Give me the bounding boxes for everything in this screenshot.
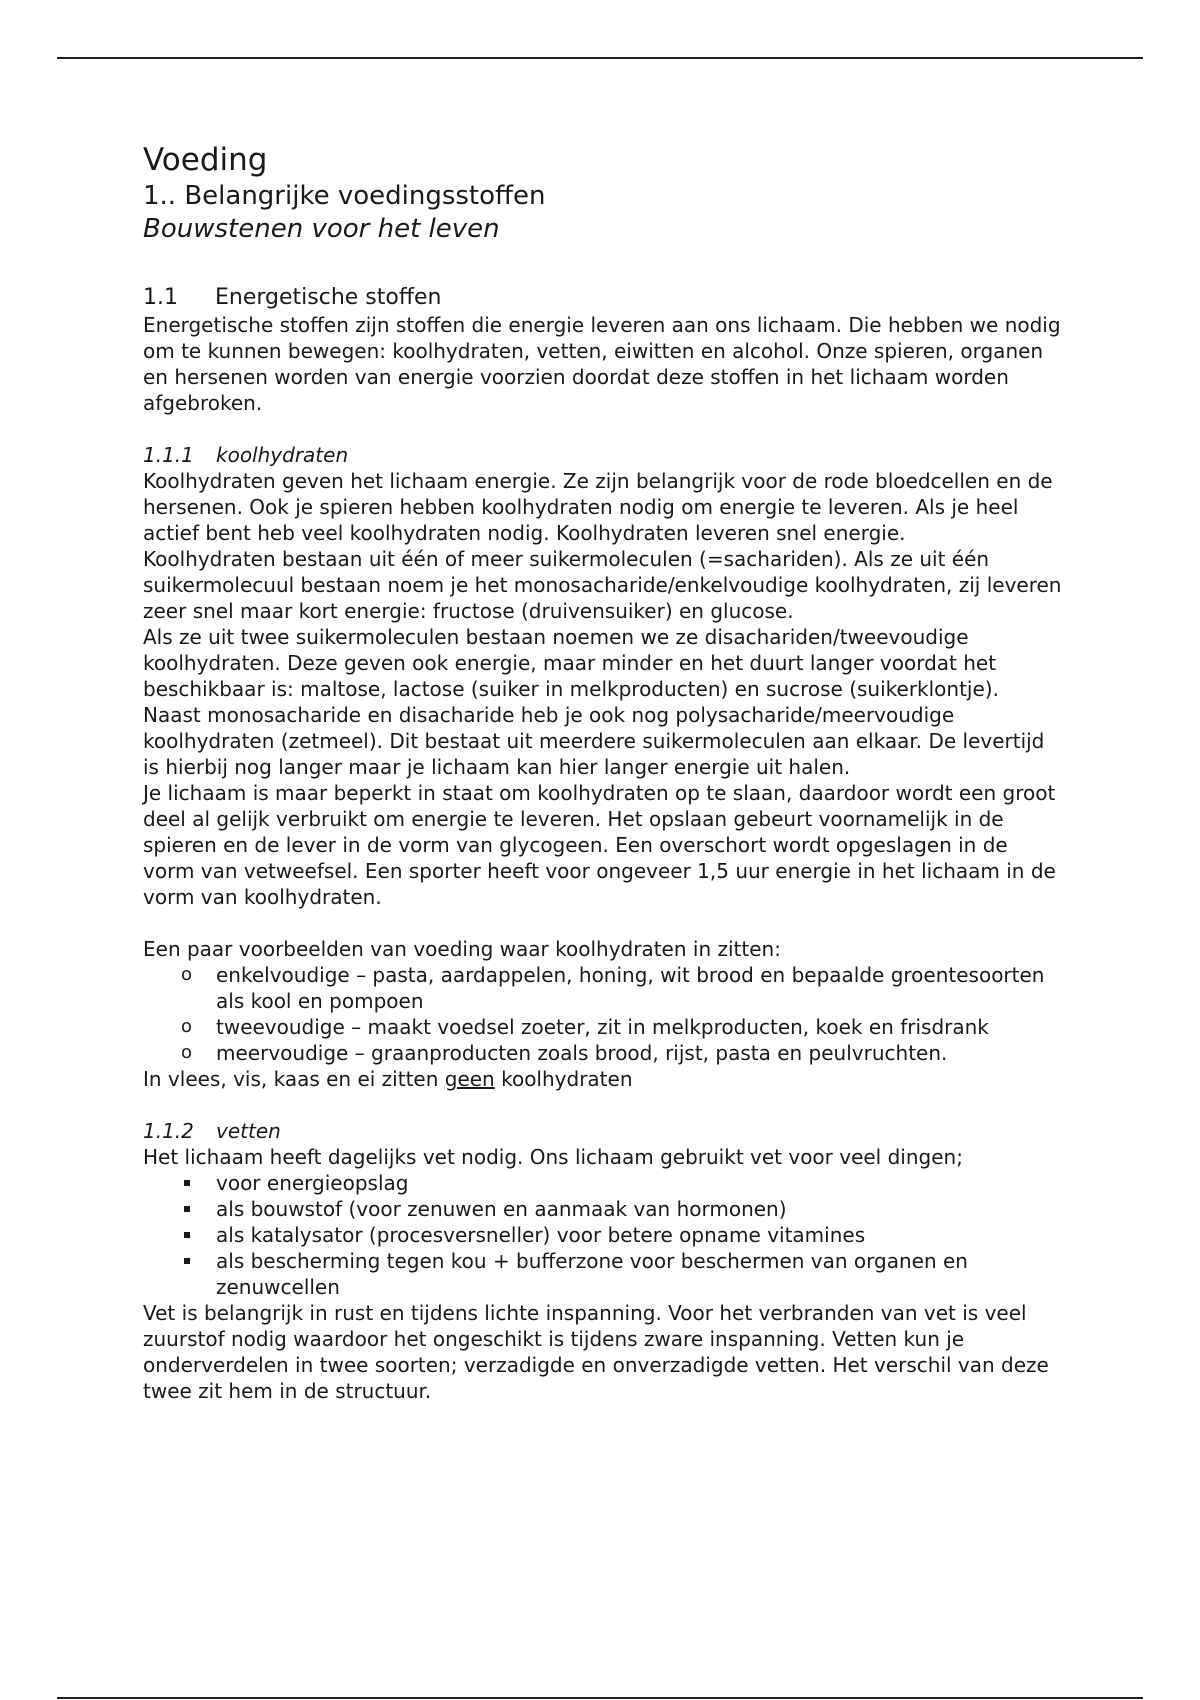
list-item	[143, 1196, 1063, 1222]
circle-bullet-icon: o	[181, 964, 193, 985]
list-item	[143, 962, 1063, 1014]
list-item	[143, 1040, 1063, 1066]
chapter-subtitle: Bouwstenen voor het leven	[143, 214, 500, 244]
square-bullet-icon	[184, 1180, 190, 1186]
square-bullet-icon	[184, 1232, 190, 1238]
uses-list	[143, 1170, 1063, 1300]
footer-rule	[57, 1697, 1143, 1699]
paragraph: Het lichaam heeft dagelijks vet nodig. Ons lichaam gebruikt vet voor veel dingen;	[143, 1145, 963, 1169]
document-title: Voeding	[143, 142, 268, 178]
list-item-text: voor energieopslag	[216, 1171, 409, 1195]
note-text-after: koolhydraten	[494, 1067, 633, 1091]
paragraph: Koolhydraten bestaan uit één of meer suikermoleculen (=sachariden). Als ze uit één suikermolecuul bestaan noem je het monosacharide/enkelvoudige koolhydraten, zij leveren zeer snel maar kort energie: fructose (druivensuiker) en glucose.	[143, 547, 1062, 623]
section-title: Energetische stoffen	[215, 285, 442, 310]
document-body	[143, 140, 1063, 1404]
subsection-title: koolhydraten	[216, 443, 349, 467]
paragraph: Naast monosacharide en disacharide heb je ook nog polysacharide/meervoudige koolhydraten (zetmeel). Dit bestaat uit meerdere suikermoleculen aan elkaar. De levertijd is hierbij nog langer maar je lichaam kan hier langer energie uit halen.	[143, 703, 1045, 779]
subsection-heading-vetten	[143, 1118, 1063, 1144]
examples-intro: Een paar voorbeelden van voeding waar koolhydraten in zitten:	[143, 937, 781, 961]
subsection-heading-koolhydraten	[143, 442, 1063, 468]
note-underlined-word: geen	[444, 1067, 495, 1091]
subsection-title: vetten	[216, 1119, 281, 1143]
list-item	[143, 1014, 1063, 1040]
list-item-text: als bescherming tegen kou + bufferzone voor beschermen van organen en zenuwcellen	[216, 1249, 968, 1299]
subsection-number: 1.1.1	[143, 443, 194, 467]
list-item-text: als katalysator (procesversneller) voor betere opname vitamines	[216, 1223, 866, 1247]
paragraph: Als ze uit twee suikermoleculen bestaan noemen we ze disachariden/tweevoudige koolhydraten. Deze geven ook energie, maar minder en het duurt langer voordat het beschikbaar is: maltose, lactose (suiker in melkproducten) en sucrose (suikerklontje).	[143, 625, 999, 701]
section-heading-1-1	[143, 284, 1063, 312]
square-bullet-icon	[184, 1206, 190, 1212]
list-item-text: enkelvoudige – pasta, aardappelen, honing, wit brood en bepaalde groentesoorten als kool en pompoen	[216, 963, 1045, 1013]
section-number: 1.1	[143, 285, 178, 310]
paragraph: Koolhydraten geven het lichaam energie. Ze zijn belangrijk voor de rode bloedcellen en de hersenen. Ook je spieren hebben koolhydraten nodig om energie te leveren. Als je heel actief bent heb veel koolhydraten nodig. Koolhydraten leveren snel energie.	[143, 469, 1053, 545]
list-item-text: als bouwstof (voor zenuwen en aanmaak van hormonen)	[216, 1197, 787, 1221]
note-text-before: In vlees, vis, kaas en ei zitten	[143, 1067, 445, 1091]
square-bullet-icon	[184, 1258, 190, 1264]
section-paragraph: Energetische stoffen zijn stoffen die energie leveren aan ons lichaam. Die hebben we nodig om te kunnen bewegen: koolhydraten, vetten, eiwitten en alcohol. Onze spieren, organen en hersenen worden van energie voorzien doordat deze stoffen in het lichaam worden afgebroken.	[143, 313, 1061, 415]
list-item	[143, 1170, 1063, 1196]
paragraph: Vet is belangrijk in rust en tijdens lichte inspanning. Voor het verbranden van vet is veel zuurstof nodig waardoor het ongeschikt is tijdens zware inspanning. Vetten kun je onderverdelen in twee soorten; verzadigde en onverzadigde vetten. Het verschil van deze twee zit hem in de structuur.	[143, 1301, 1049, 1403]
list-item	[143, 1248, 1063, 1300]
circle-bullet-icon: o	[181, 1042, 193, 1063]
header-rule	[57, 57, 1143, 59]
circle-bullet-icon: o	[181, 1016, 193, 1037]
examples-list	[143, 962, 1063, 1066]
paragraph: Je lichaam is maar beperkt in staat om koolhydraten op te slaan, daardoor wordt een groot deel al gelijk verbruikt om energie te leveren. Het opslaan gebeurt voornamelijk in de spieren en de lever in de vorm van glycogeen. Een overschort wordt opgeslagen in de vorm van vetweefsel. Een sporter heeft voor ongeveer 1,5 uur energie in het lichaam in de vorm van koolhydraten.	[143, 781, 1056, 909]
list-item	[143, 1222, 1063, 1248]
chapter-heading: 1.. Belangrijke voedingsstoffen	[143, 181, 546, 211]
subsection-number: 1.1.2	[143, 1119, 194, 1143]
list-item-text: tweevoudige – maakt voedsel zoeter, zit in melkproducten, koek en frisdrank	[216, 1015, 989, 1039]
note-line	[143, 1066, 1063, 1092]
list-item-text: meervoudige – graanproducten zoals brood, rijst, pasta en peulvruchten.	[216, 1041, 948, 1065]
